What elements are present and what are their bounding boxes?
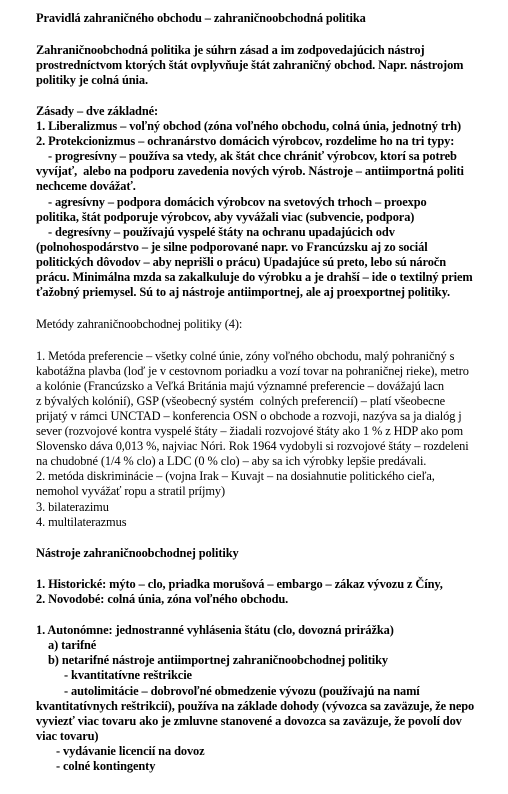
text-line: prijatý v rámci UNCTAD – konferencia OSN o obchode a rozvoji, nazýva sa ja dialóg j xyxy=(36,409,462,423)
text-line: a) tarifné xyxy=(48,638,97,652)
text-line: a kolónie (Francúzsko a Veľká Británia majú významné preferencie – dovážajú lacn xyxy=(36,379,444,393)
text-line: vyviezť viac tovaru ako je zmluvne stanovené a dovozca sa zaväzuje, že povolí dov xyxy=(36,714,462,728)
text-line: 3. bilaterazimu xyxy=(36,500,109,514)
text-line: (polnohospodárstvo – je silne podporované napr. vo Francúzsku aj zo sociál xyxy=(36,240,428,254)
text-line: kabotážna plavba (loď je v cestovnom poriadku a vozí tovar na pohraničnej rieke), metro xyxy=(36,364,469,378)
text-line: na chudobné (1/4 % clo) a LDC (0 % clo) – aby sa ich výrobky lepšie predávali. xyxy=(36,454,427,468)
text-line: Metódy zahraničnoobchodnej politiky (4): xyxy=(36,317,243,331)
text-line: 2. Novodobé: colná únia, zóna voľného obchodu. xyxy=(36,592,289,606)
text-line: vyvíjať, alebo na podporu zavedenia nových výrob. Nástroje – antiimportná politi xyxy=(36,164,464,178)
text-line: 1. Historické: mýto – clo, priadka morušová – embargo – zákaz vývozu z Číny, xyxy=(36,577,443,591)
text-line: 2. Protekcionizmus – ochranárstvo domácich výrobcov, rozdelime ho na tri typy: xyxy=(36,134,455,148)
text-line: 1. Liberalizmus – voľný obchod (zóna voľného obchodu, colná únia, jednotný trh) xyxy=(36,119,462,133)
text-line: viac tovaru) xyxy=(36,729,99,743)
text-line: nechceme dovážať. xyxy=(36,179,136,193)
text-line: politických dôvodov – aby neprišli o prácu) Upadajúce sú preto, lebo sú náročn xyxy=(36,255,446,269)
text-line: - colné kontingenty xyxy=(56,759,156,773)
text-line: z bývalých kolónií), GSP (všeobecný systém colných preferencií) – platí všeobecne xyxy=(36,394,446,408)
text-line: prácu. Minimálna mzda sa zakalkuluje do výrobku a je drahší – ide o textilný priem xyxy=(36,270,473,284)
text-line: Zásady – dve základné: xyxy=(36,104,159,118)
text-line: Zahraničnoobchodná politika je súhrn zásad a im zodpovedajúcich nástroj xyxy=(36,43,425,57)
text-line: politiky je colná únia. xyxy=(36,73,148,87)
text-line: Pravidlá zahraničného obchodu – zahraničnoobchodná politika xyxy=(36,11,366,25)
text-line: 1. Metóda preferencie – všetky colné únie, zóny voľného obchodu, malý pohraničný s xyxy=(36,349,455,363)
text-line: Nástroje zahraničnoobchodnej politiky xyxy=(36,546,239,560)
text-line: - agresívny – podpora domácich výrobcov na svetových trhoch – proexpo xyxy=(48,195,427,209)
text-line: - autolimitácie – dobrovoľné obmedzenie vývozu (používajú na namí xyxy=(64,684,420,698)
text-line: 1. Autonómne: jednostranné vyhlásenia štátu (clo, dovozná prirážka) xyxy=(36,623,394,637)
text-line: politika, štát podporuje výrobcov, aby vyvážali viac (subvencie, podpora) xyxy=(36,210,415,224)
text-line: 4. multilaterazmus xyxy=(36,515,127,529)
text-line: sever (rozvojové kontra vyspelé štáty – žiadali rozvojové štáty ako 1 % z HDP ako pom xyxy=(36,424,463,438)
text-line: nemohol vyvážať ropu a stratil príjmy) xyxy=(36,484,226,498)
text-line: - degresívny – používajú vyspelé štáty na ochranu upadajúcich odv xyxy=(48,225,395,239)
text-line: kvantitatívnych reštrikcií), používa na základe dohody (vývozca sa zaväzuje, že nepo xyxy=(36,699,475,713)
text-line: 2. metóda diskriminácie – (vojna Irak – Kuvajt – na dosiahnutie politického cieľa, xyxy=(36,469,435,483)
text-line: - vydávanie licencií na dovoz xyxy=(56,744,205,758)
text-line: - kvantitatívne reštrikcie xyxy=(64,668,192,682)
text-line: b) netarifné nástroje antiimportnej zahraničnoobchodnej politiky xyxy=(48,653,388,667)
text-line: prostredníctvom ktorých štát ovplyvňuje štát zahraničný obchod. Napr. nástrojom xyxy=(36,58,464,72)
text-line: ťažobný priemysel. Sú to aj nástroje antiimportnej, ale aj proexportnej politiky. xyxy=(36,285,450,299)
text-line: - progresívny – používa sa vtedy, ak štát chce chrániť výrobcov, ktorí sa potreb xyxy=(48,149,457,163)
text-line: Slovensko dáva 0,013 %, najviac Nóri. Rok 1964 vydobyli si rozvojové štáty – rozdeleni xyxy=(36,439,469,453)
